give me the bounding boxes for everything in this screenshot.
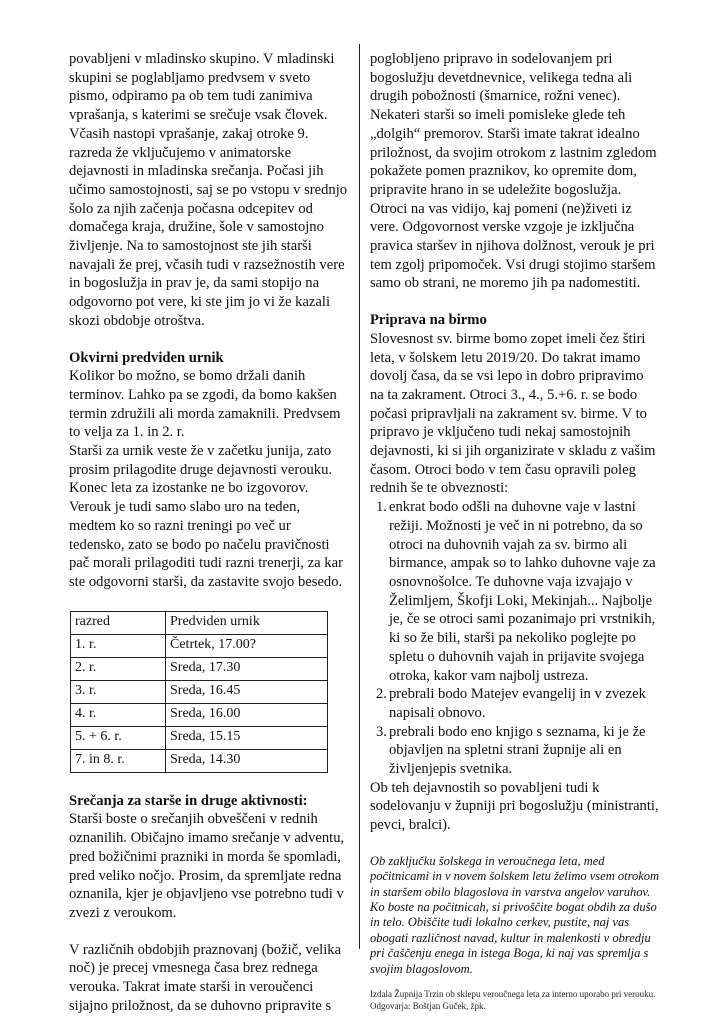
table-cell-time: Sreda, 17.30 — [166, 657, 328, 680]
heading-schedule: Okvirni predviden urnik — [69, 349, 224, 366]
table-cell-grade: 2. r. — [71, 657, 166, 680]
list-item-number: 3. — [376, 723, 387, 740]
table-header-row — [71, 611, 328, 634]
paragraph-liturgy: Ob teh dejavnostih so povabljeni tudi k sodelovanju v župniji pri bogoslužju (ministranti, pevci, bralci). — [370, 779, 659, 834]
table-cell-time: Sreda, 16.45 — [166, 680, 328, 703]
paragraph-schedule-terms: Kolikor bo možno, se bomo držali danih terminov. Lahko pa se zgodi, da bomo kakšen termin združili ali morda zamaknili. Predvsem to velja za 1. in 2. r. — [69, 368, 341, 441]
imprint-publisher: Izdala Župnija Trzin ob sklepu veroučnega leta za interno uporabo pri verouku. — [370, 989, 656, 1000]
table-cell-time: Četrtek, 17.00? — [166, 634, 328, 657]
closing-blessing: Ob zaključku šolskega in veroučnega leta, med počitnicami in v novem šolskem letu želimo vsem otrokom in staršem obilo blagoslova in varstva angelov varuhov. Ko boste na počitnicah, si privoščite bogat obdih za dušo in telo. Obiščite tudi lokalno cerkev, pustite, naj vas obogati različnost navad, kultur in malenkosti v obredju pri čaščenju enega in istega Boga, ki naj vas spremlja s svojim blagoslovom. — [370, 853, 660, 976]
list-item-number: 2. — [376, 686, 387, 703]
table-row — [71, 657, 328, 680]
table-cell-grade: 7. in 8. r. — [71, 749, 166, 772]
paragraph-holidays-continued: poglobljeno pripravo in sodelovanjem pri bogoslužju devetdnevnice, velikega tedna ali drugih pobožnosti (šmarnice, rožni venec). Nekateri starši so imeli pomisleke glede teh „dolgih“ premorov. Starši imate takrat idealno priložnost, da svojim otrokom z lastnim zgledom pokažete pomen praznikov, ko opremite dom, pripravite hrano in se udeležite bogoslužja. Otroci na vas vidijo, kaj pomeni (ne)živeti iz vere. Odgovornost verske vzgoje je izključna pravica staršev in njihova dolžnost, verouk je pri tem zgolj pripomoček. Vsi drugi stojimo staršem samo ob strani, ne moremo jih pa nadomestiti. — [370, 51, 657, 292]
list-item-text: enkrat bodo odšli na duhovne vaje v lastni režiji. Možnosti je več in ni potrebno, da so otroci na duhovnih vajah za sv. birmo ali birmance, ampak so to lahko duhovne vaje za osnovnošolce. Te duhovne vaja izvajajo v Želimljem, Škofji Loki, Mekinjah... Najbolje je, če se otroci sami pozanimajo pri vrstnikih, ki so že bili, starši pa nekoliko poglejte po spletu o duhovnih vajah in prijavite svojega otroka, kakor vam najbolj ustreza. — [389, 499, 656, 684]
table-cell-time: Sreda, 14.30 — [166, 749, 328, 772]
table-cell-grade: 3. r. — [71, 680, 166, 703]
paragraph-ninth-grade: Včasih nastopi vprašanje, zakaj otroke 9. razreda že vključujemo v animatorske dejavnosti in mladinska srečanja. Počasi jih učimo samostojnosti, saj se po vstopu v srednjo šolo za njih začenja počasna odcepitev od domačega kraja, družine, šole v samostojno življenje. Na to samostojnost ste jih starši navajali že prej, včasih tudi v razsežnostih vere in bogoslužja in prav je, da sami stopijo na odgovorno pot vere, ki ste jim jo vi že kazali skozi obdobje otroštva. — [69, 125, 348, 329]
imprint-responsible: Odgovarja: Boštjan Guček, žpk. — [370, 1001, 486, 1012]
list-item — [370, 723, 660, 779]
list-item-text: prebrali bodo eno knjigo s seznama, ki je že objavljen na spletni strani župnije ali en življenjepis svetnika. — [389, 723, 646, 778]
table-row — [71, 703, 328, 726]
list-item — [370, 685, 660, 722]
paragraph-holidays: V različnih obdobjih praznovanj (božič, velika noč) je precej vmesnega časa brez rednega verouka. Takrat imate starši in veroučenci sijajno priložnost, da se duhovno pripravite s — [69, 941, 342, 1014]
table-header-cell: razred — [71, 611, 166, 634]
left-column — [69, 50, 349, 1015]
list-item — [370, 498, 660, 685]
table-cell-time: Sreda, 15.15 — [166, 726, 328, 749]
table-cell-time: Sreda, 16.00 — [166, 703, 328, 726]
paragraph-schedule-training: Verouk je tudi samo slabo uro na teden, medtem ko so razni treningi po več ur tedensko, zato se bodo po načelu pravičnosti pač morali prilagoditi tudi razni trenerji, za kar ste odgovorni starši, da zastavite svojo besedo. — [69, 499, 343, 590]
table-cell-grade: 4. r. — [71, 703, 166, 726]
table-cell-grade: 5. + 6. r. — [71, 726, 166, 749]
paragraph-confirmation: Slovesnost sv. birme bomo zopet imeli čez štiri leta, v šolskem letu 2019/20. Do takrat imamo dovolj časa, da se vsi lepo in dobro pripravimo na ta zakrament. Otroci 3., 4., 5.+6. r. se bodo počasi pripravljali na zakrament sv. birme. V to pripravo je vključeno tudi nekaj samostojnih dejavnosti, ki si jih organizirate v skladu z vašim časom. Otroci bodo v tem času opravili poleg rednih še te obveznosti: — [370, 330, 656, 497]
heading-meetings: Srečanja za starše in druge aktivnosti: — [69, 792, 308, 809]
paragraph-youth-group: povabljeni v mladinsko skupino. V mladinski skupini se poglabljamo predvsem v sveto pismo, odpiramo pa ob tem tudi zanimiva vprašanja, s katerimi se srečuje vsak človek. — [69, 51, 335, 124]
table-row — [71, 726, 328, 749]
right-column — [370, 50, 660, 1012]
paragraph-schedule-parents: Starši za urnik veste že v začetku junija, zato prosim prilagodite druge dejavnosti verouku. Konec leta za izostanke ne bo izgovorov. — [69, 443, 333, 497]
list-item-text: prebrali bodo Matejev evangelij in v zvezek napisali obnovo. — [389, 686, 646, 721]
table-row — [71, 680, 328, 703]
schedule-table — [70, 611, 328, 773]
heading-confirmation: Priprava na birmo — [370, 312, 487, 329]
table-cell-grade: 1. r. — [71, 634, 166, 657]
table-header-cell: Predviden urnik — [166, 611, 328, 634]
column-divider — [359, 44, 360, 949]
duties-list — [370, 498, 660, 779]
table-row — [71, 749, 328, 772]
list-item-number: 1. — [376, 499, 387, 516]
paragraph-meetings: Starši boste o srečanjih obveščeni v rednih oznanilih. Običajno imamo srečanje v adventu, pred božičnimi prazniki in morda še spomladi, pred veliko nočjo. Prosim, da spremljate redna oznanila, kjer je objavljeno vse potrebno tudi v zvezi z veroukom. — [69, 811, 345, 921]
table-row — [71, 634, 328, 657]
